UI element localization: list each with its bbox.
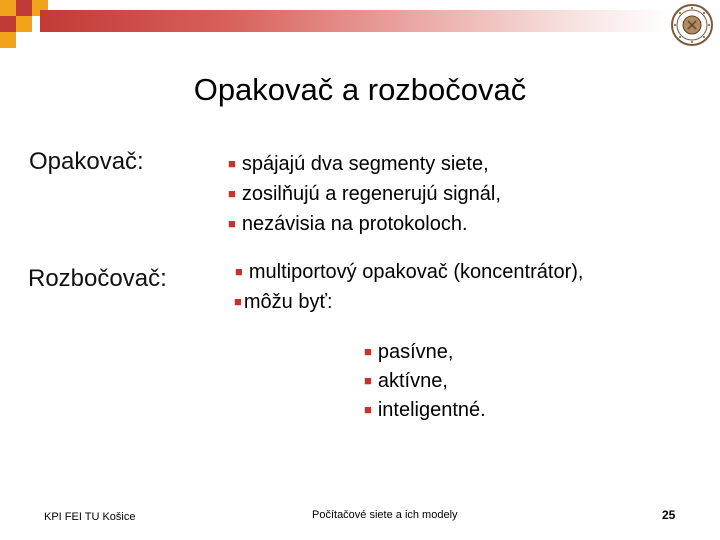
square-bullet-icon: ■	[364, 373, 372, 388]
square-bullet-icon: ■	[234, 294, 242, 309]
square-bullet-icon: ■	[228, 156, 236, 171]
hub-sub-bullet-3: ■ inteligentné.	[364, 399, 486, 421]
footer-institution: KPI FEI TU Košice	[44, 511, 136, 523]
square-bullet-icon: ■	[228, 186, 236, 201]
hub-bullet-2: ■ môžu byť:	[234, 291, 333, 313]
square-bullet-icon: ■	[228, 216, 236, 231]
footer-course-title: Počítačové siete a ich modely	[312, 509, 458, 521]
hub-sub-bullet-2: ■ aktívne,	[364, 370, 448, 392]
hub-term: Rozbočovač:	[28, 265, 167, 292]
repeater-bullet-1: ■ spájajú dva segmenty siete,	[228, 153, 489, 175]
repeater-bullet-3: ■ nezávisia na protokoloch.	[228, 213, 468, 235]
repeater-bullet-2: ■ zosilňujú a regenerujú signál,	[228, 183, 501, 205]
header-gradient-bar	[40, 10, 672, 32]
slide-title: Opakovač a rozbočovač	[193, 72, 527, 107]
hub-bullet-1: ■ multiportový opakovač (koncentrátor),	[235, 261, 584, 283]
square-bullet-icon: ■	[364, 402, 372, 417]
square-bullet-icon: ■	[235, 264, 243, 279]
university-seal-logo	[670, 3, 714, 47]
hub-sub-bullet-1: ■ pasívne,	[364, 341, 454, 363]
square-bullet-icon: ■	[364, 344, 372, 359]
repeater-term: Opakovač:	[29, 148, 144, 175]
page-number: 25	[662, 508, 676, 522]
